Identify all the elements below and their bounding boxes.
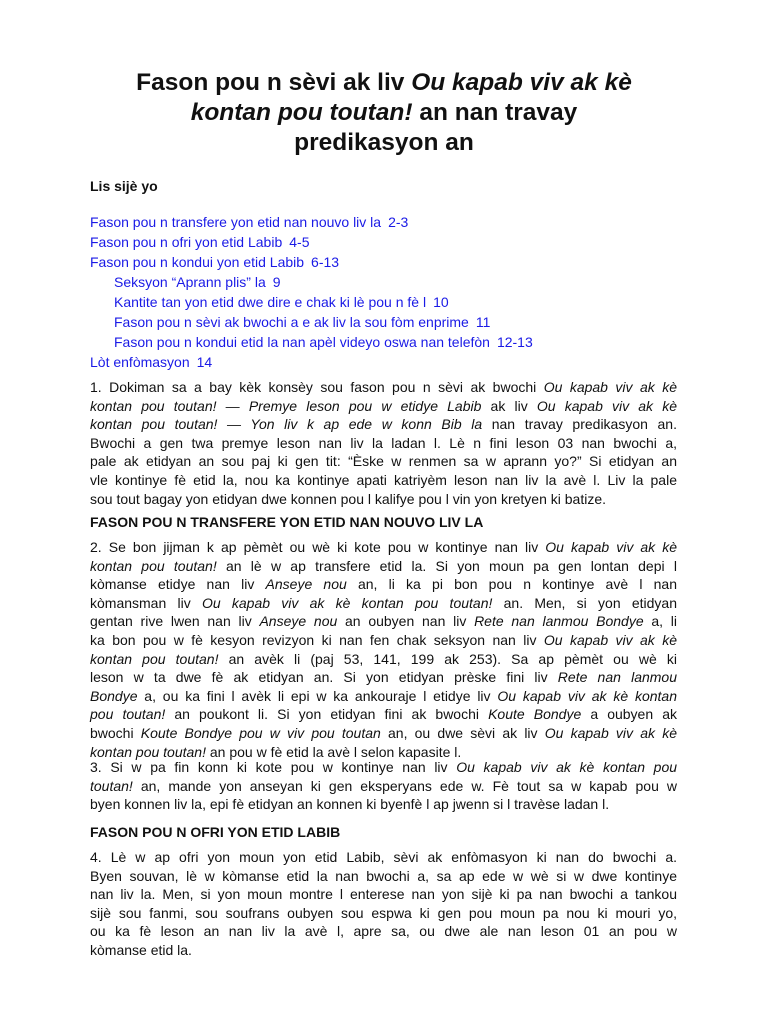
toc-link[interactable]: Kantite tan yon etid dwe dire e chak ki lè pou n fè l <box>114 294 427 310</box>
toc-page-number[interactable]: 2-3 <box>388 214 409 230</box>
toc-link[interactable]: Fason pou n kondui yon etid Labib <box>90 254 305 270</box>
toc-page-number[interactable]: 4-5 <box>289 234 310 250</box>
toc-item-printed-form[interactable] <box>90 312 690 332</box>
toc-item-study-duration[interactable] <box>90 292 690 312</box>
text-line: kòmansman liv Ou kapab viv ak kè kontan pou toutan! an. Men, si yon etidyan <box>90 594 677 611</box>
toc-item-video-phone[interactable] <box>90 332 690 352</box>
title-line-3: predikasyon an <box>294 129 474 156</box>
text-line: kontan pou toutan! an pou w fè etid la avè l selon kapasite l. <box>90 743 462 760</box>
text-line: 2. Se bon jijman k ap pèmèt ou wè ki kote pou w kontinye nan liv Ou kapab viv ak kè <box>90 539 677 555</box>
section-heading-transfer: FASON POU N TRANSFERE YON ETID NAN NOUVO LIV LA <box>90 514 484 530</box>
text-line: sijè sou fanmi, sou soufrans oubyen sou espwa ki gen pou moun pa nou ki mouri yo, <box>90 904 677 921</box>
toc-item-offer-study[interactable] <box>90 232 690 252</box>
paragraph-2 <box>90 538 677 761</box>
toc-item-conduct-study[interactable] <box>90 252 690 272</box>
toc-item-learn-more[interactable] <box>90 272 690 292</box>
title-part: an nan travay <box>412 99 578 126</box>
section-heading-offer: FASON POU N OFRI YON ETID LABIB <box>90 824 341 840</box>
toc-page-number[interactable]: 9 <box>272 274 281 290</box>
toc-link[interactable]: Seksyon “Aprann plis” la <box>114 274 266 290</box>
title-line-2 <box>90 98 678 128</box>
text-line: vle kontinye fè etid la, nou ka kontinye apati katriyèm leson nan liv la avè l. Liv la pale <box>90 471 677 488</box>
text-line: bwochi Koute Bondye pou w viv pou toutan an, ou dwe sèvi ak liv Ou kapab viv ak kè <box>90 724 677 741</box>
table-of-contents <box>90 212 690 372</box>
toc-link[interactable]: Fason pou n transfere yon etid nan nouvo liv la <box>90 214 382 230</box>
text-line: kòmanse etidye nan liv Anseye nou an, li ka pi bon pou n kontinye avè l nan <box>90 576 677 593</box>
toc-link[interactable]: Fason pou n ofri yon etid Labib <box>90 234 283 250</box>
text-line: pale ak etidyan an sou paj ki gen tit: “Èske w renmen sa w aprann yo?” Si etidyan an <box>90 453 677 470</box>
text-line: kontan pou toutan! an avèk li (paj 53, 141, 199 ak 253). Sa ap pèmèt ou wè ki <box>90 650 677 667</box>
text-line: Byen souvan, lè w kòmanse etid la nan bwochi a, sa ap ede w wè si w dwe kontinye <box>90 867 677 884</box>
text-line: 1. Dokiman sa a bay kèk konsèy sou fason pou n sèvi ak bwochi Ou kapab viv ak kè <box>90 379 677 395</box>
title-part: Fason pou n sèvi ak liv <box>136 69 412 96</box>
text-line: kòmanse etid la. <box>90 941 192 958</box>
toc-page-number[interactable]: 14 <box>196 354 213 370</box>
text-line: Bondye a, ou ka fini l avèk li epi w ka ankouraje l etidye liv Ou kapab viv ak kè kontan <box>90 687 677 704</box>
text-line: kontan pou toutan! — Yon liv k ap ede w konn Bib la nan travay predikasyon an. <box>90 416 677 433</box>
toc-link[interactable]: Fason pou n sèvi ak bwochi a e ak liv la sou fòm enprime <box>114 314 469 330</box>
toc-link[interactable]: Lòt enfòmasyon <box>90 354 190 370</box>
title-book-name: kontan pou toutan! <box>190 99 413 126</box>
text-line: 3. Si w pa fin konn ki kote pou w kontinye nan liv Ou kapab viv ak kè kontan pou <box>90 759 678 775</box>
paragraph-3 <box>90 758 677 814</box>
toc-page-number[interactable]: 12-13 <box>496 334 533 350</box>
text-line: Bwochi a gen twa premye leson nan liv la ladan l. Lè n fini leson 03 nan bwochi a, <box>90 434 677 451</box>
document-title <box>90 68 678 158</box>
text-line: sou tout bagay yon etidyan dwe konnen pou l kalifye pou l vin yon kretyen ki batize. <box>90 490 606 507</box>
text-line: ou ka fè leson an nan liv la avè l, apre sa, ou dwe ale nan leson 01 an pou w <box>90 923 677 940</box>
toc-item-transfer-study[interactable] <box>90 212 690 232</box>
text-line: 4. Lè w ap ofri yon moun yon etid Labib, sèvi ak enfòmasyon ki nan do bwochi a. <box>90 849 677 865</box>
text-line: pou toutan! an poukont li. Si yon etidyan fini ak bwochi Koute Bondye a oubyen ak <box>90 706 678 723</box>
text-line: byen konnen liv la, epi fè etidyan an konnen ki byenfè l ap jwenn si l travèse ladan l. <box>90 796 610 813</box>
toc-page-number[interactable]: 10 <box>433 294 449 310</box>
toc-item-other-info[interactable] <box>90 352 690 372</box>
toc-link[interactable]: Fason pou n kondui etid la nan apèl videyo oswa nan telefòn <box>114 334 490 350</box>
text-line: leson w ta dwe fè ak etidyan an. Si yon etidyan prèske fini liv Rete nan lanmou <box>90 669 677 686</box>
text-line: ka bon pou w fè kesyon revizyon ki nan fen chak seksyon nan liv Ou kapab viv ak kè <box>90 631 677 648</box>
toc-page-number[interactable]: 6-13 <box>311 254 340 270</box>
text-line: kontan pou toutan! an lè w ap transfere etid la. Si yon moun pa gen lontan depi l <box>90 557 677 574</box>
text-line: nan liv la. Men, si yon moun montre l enterese nan yon sijè ki pa nan bwochi a tankou <box>90 886 677 903</box>
paragraph-4 <box>90 848 677 960</box>
toc-heading: Lis sijè yo <box>90 178 158 194</box>
title-line-1 <box>90 68 678 98</box>
toc-page-number[interactable]: 11 <box>475 314 491 330</box>
text-line: toutan! an, mande yon anseyan ki gen eksperyans ede w. Fè tout sa w kapab pou w <box>90 777 677 794</box>
text-line: kontan pou toutan! — Premye leson pou w etidye Labib ak liv Ou kapab viv ak kè <box>90 397 677 414</box>
text-line: gentan rive lwen nan liv Anseye nou an oubyen nan liv Rete nan lanmou Bondye a, li <box>90 613 678 630</box>
title-book-name: Ou kapab viv ak kè <box>411 69 632 96</box>
paragraph-1 <box>90 378 677 508</box>
